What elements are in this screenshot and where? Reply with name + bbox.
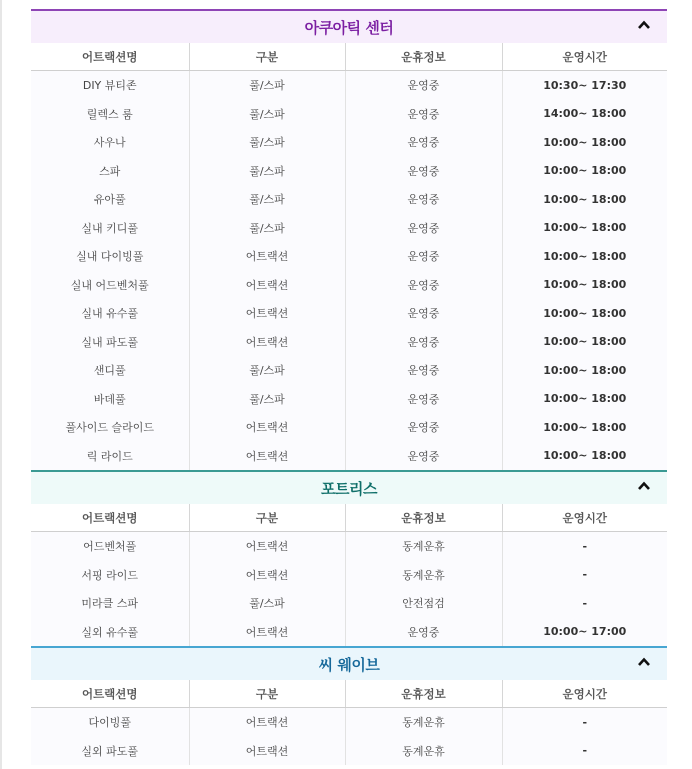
col-header-type: 구분: [189, 504, 345, 532]
attraction-type: 풀/스파: [189, 214, 345, 243]
operating-hours: 10:00~ 17:00: [502, 618, 667, 647]
operating-hours: 10:00~ 18:00: [502, 442, 667, 471]
operating-hours: 10:00~ 18:00: [502, 214, 667, 243]
attraction-type: 어트랙션: [189, 299, 345, 328]
operation-status: 운영중: [345, 328, 502, 357]
attraction-status-list: [31, 9, 667, 765]
table-row: [31, 532, 667, 561]
table-row: [31, 328, 667, 357]
attraction-type: 풀/스파: [189, 128, 345, 157]
table-row: [31, 71, 667, 100]
attraction-name: 실외 파도풀: [31, 737, 189, 766]
operating-hours: 10:00~ 18:00: [502, 299, 667, 328]
attraction-name: 실내 어드벤처풀: [31, 271, 189, 300]
attraction-type: 풀/스파: [189, 71, 345, 100]
operation-status: 운영중: [345, 157, 502, 186]
chevron-up-icon[interactable]: [637, 655, 651, 669]
operation-status: 동계운휴: [345, 708, 502, 737]
operating-hours: 10:00~ 18:00: [502, 185, 667, 214]
operation-status: 운영중: [345, 271, 502, 300]
attraction-name: 서핑 라이드: [31, 561, 189, 590]
operating-hours: 10:00~ 18:00: [502, 242, 667, 271]
attraction-type: 어트랙션: [189, 561, 345, 590]
table-row: [31, 185, 667, 214]
attraction-type: 어트랙션: [189, 708, 345, 737]
attraction-table: [31, 680, 667, 765]
table-row: [31, 413, 667, 442]
col-header-name: 어트랙션명: [31, 43, 189, 71]
attraction-type: 풀/스파: [189, 157, 345, 186]
table-row: [31, 708, 667, 737]
table-row: [31, 561, 667, 590]
section-header[interactable]: [31, 9, 667, 43]
operation-status: 운영중: [345, 413, 502, 442]
attraction-type: 어트랙션: [189, 328, 345, 357]
operation-status: 운영중: [345, 242, 502, 271]
col-header-name: 어트랙션명: [31, 504, 189, 532]
attraction-name: 샌디풀: [31, 356, 189, 385]
table-row: [31, 442, 667, 471]
attraction-name: 미라클 스파: [31, 589, 189, 618]
chevron-up-icon[interactable]: [637, 18, 651, 32]
col-header-hours: 운영시간: [502, 504, 667, 532]
col-header-name: 어트랙션명: [31, 680, 189, 708]
table-row: [31, 589, 667, 618]
operating-hours: 10:00~ 18:00: [502, 385, 667, 414]
operating-hours: 10:00~ 18:00: [502, 328, 667, 357]
table-row: [31, 299, 667, 328]
attraction-type: 풀/스파: [189, 100, 345, 129]
table-row: [31, 271, 667, 300]
operation-status: 운영중: [345, 100, 502, 129]
table-row: [31, 356, 667, 385]
table-row: [31, 385, 667, 414]
attraction-type: 풀/스파: [189, 356, 345, 385]
operation-status: 운영중: [345, 356, 502, 385]
operating-hours: 10:00~ 18:00: [502, 356, 667, 385]
attraction-type: 풀/스파: [189, 589, 345, 618]
table-row: [31, 242, 667, 271]
table-header-row: [31, 680, 667, 708]
col-header-type: 구분: [189, 43, 345, 71]
attraction-table: [31, 43, 667, 470]
operating-hours: 10:00~ 18:00: [502, 128, 667, 157]
section-title: 아쿠아틱 센터: [304, 18, 394, 37]
section-sea-wave: [31, 646, 667, 765]
operation-status: 동계운휴: [345, 532, 502, 561]
table-row: [31, 100, 667, 129]
operating-hours: -: [502, 561, 667, 590]
section-title: 씨 웨이브: [318, 655, 380, 674]
attraction-type: 어트랙션: [189, 737, 345, 766]
table-row: [31, 157, 667, 186]
col-header-status: 운휴정보: [345, 504, 502, 532]
operation-status: 운영중: [345, 442, 502, 471]
attraction-name: 실내 키디풀: [31, 214, 189, 243]
section-header[interactable]: [31, 470, 667, 504]
operating-hours: -: [502, 708, 667, 737]
table-row: [31, 737, 667, 766]
left-border: [0, 0, 2, 769]
attraction-name: 실외 유수풀: [31, 618, 189, 647]
col-header-hours: 운영시간: [502, 680, 667, 708]
operating-hours: 10:00~ 18:00: [502, 271, 667, 300]
attraction-name: 실내 다이빙풀: [31, 242, 189, 271]
attraction-type: 풀/스파: [189, 185, 345, 214]
section-header[interactable]: [31, 646, 667, 680]
attraction-type: 풀/스파: [189, 385, 345, 414]
attraction-name: 다이빙풀: [31, 708, 189, 737]
operating-hours: 10:00~ 18:00: [502, 413, 667, 442]
operation-status: 운영중: [345, 385, 502, 414]
col-header-type: 구분: [189, 680, 345, 708]
section-aquatic-center: [31, 9, 667, 470]
operating-hours: -: [502, 737, 667, 766]
operation-status: 안전점검: [345, 589, 502, 618]
operation-status: 동계운휴: [345, 737, 502, 766]
section-title: 포트리스: [321, 479, 377, 498]
attraction-name: 실내 파도풀: [31, 328, 189, 357]
chevron-up-icon[interactable]: [637, 479, 651, 493]
table-row: [31, 214, 667, 243]
operation-status: 운영중: [345, 128, 502, 157]
operation-status: 운영중: [345, 299, 502, 328]
operation-status: 운영중: [345, 71, 502, 100]
operating-hours: -: [502, 532, 667, 561]
operation-status: 운영중: [345, 618, 502, 647]
table-header-row: [31, 504, 667, 532]
col-header-hours: 운영시간: [502, 43, 667, 71]
attraction-table: [31, 504, 667, 646]
attraction-name: 유아풀: [31, 185, 189, 214]
operating-hours: 14:00~ 18:00: [502, 100, 667, 129]
attraction-type: 어트랙션: [189, 618, 345, 647]
attraction-type: 어트랙션: [189, 532, 345, 561]
attraction-name: 풀사이드 슬라이드: [31, 413, 189, 442]
operation-status: 운영중: [345, 185, 502, 214]
attraction-name: 실내 유수풀: [31, 299, 189, 328]
attraction-type: 어트랙션: [189, 242, 345, 271]
attraction-name: 릭 라이드: [31, 442, 189, 471]
attraction-type: 어트랙션: [189, 413, 345, 442]
table-row: [31, 128, 667, 157]
col-header-status: 운휴정보: [345, 680, 502, 708]
attraction-name: 스파: [31, 157, 189, 186]
attraction-name: 어드벤처풀: [31, 532, 189, 561]
table-row: [31, 618, 667, 647]
operating-hours: 10:00~ 18:00: [502, 157, 667, 186]
attraction-name: DIY 뷰티존: [31, 71, 189, 100]
operation-status: 동계운휴: [345, 561, 502, 590]
section-fortress: [31, 470, 667, 646]
operation-status: 운영중: [345, 214, 502, 243]
attraction-name: 사우나: [31, 128, 189, 157]
attraction-type: 어트랙션: [189, 442, 345, 471]
attraction-name: 바데풀: [31, 385, 189, 414]
operating-hours: -: [502, 589, 667, 618]
attraction-type: 어트랙션: [189, 271, 345, 300]
table-header-row: [31, 43, 667, 71]
col-header-status: 운휴정보: [345, 43, 502, 71]
attraction-name: 릴렉스 룸: [31, 100, 189, 129]
operating-hours: 10:30~ 17:30: [502, 71, 667, 100]
